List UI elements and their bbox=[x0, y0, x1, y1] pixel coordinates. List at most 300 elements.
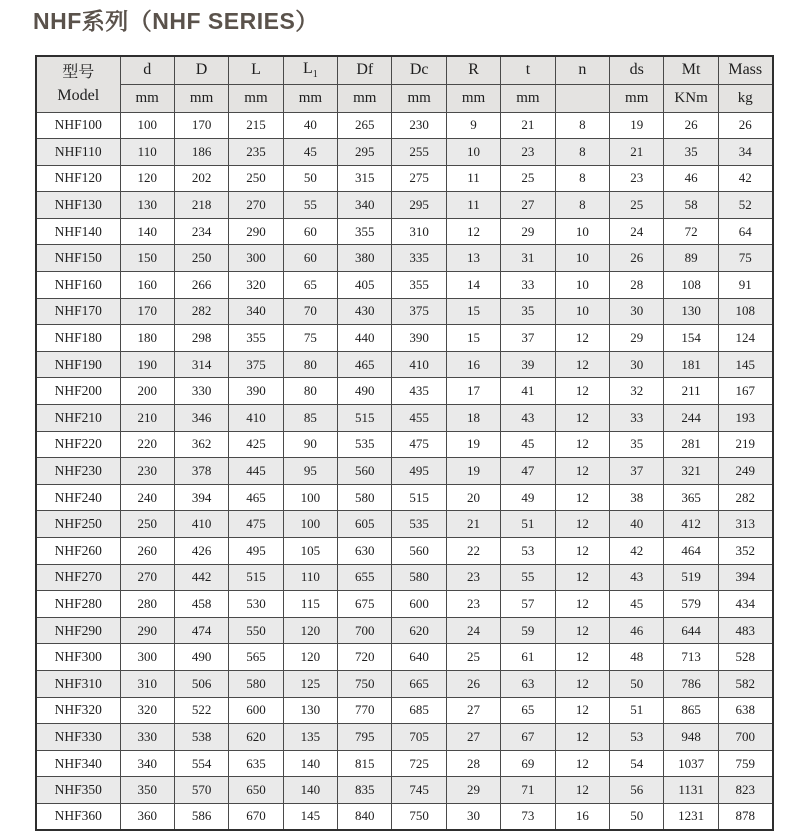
value-cell: 39 bbox=[501, 351, 555, 378]
table-row bbox=[36, 272, 773, 299]
column-unit-mass: kg bbox=[718, 84, 772, 112]
model-cell: NHF210 bbox=[36, 405, 120, 432]
value-cell: 725 bbox=[392, 750, 446, 777]
value-cell: 110 bbox=[120, 139, 174, 166]
value-cell: 38 bbox=[610, 484, 664, 511]
value-cell: 28 bbox=[446, 750, 500, 777]
column-header-l: L bbox=[229, 56, 283, 84]
value-cell: 15 bbox=[446, 298, 500, 325]
value-cell: 12 bbox=[555, 538, 609, 565]
table-row bbox=[36, 325, 773, 352]
value-cell: 310 bbox=[120, 670, 174, 697]
value-cell: 265 bbox=[338, 112, 392, 139]
column-unit-d: mm bbox=[174, 84, 228, 112]
value-cell: 160 bbox=[120, 272, 174, 299]
value-cell: 560 bbox=[392, 538, 446, 565]
value-cell: 120 bbox=[283, 617, 337, 644]
value-cell: 10 bbox=[555, 218, 609, 245]
value-cell: 465 bbox=[229, 484, 283, 511]
value-cell: 12 bbox=[555, 777, 609, 804]
value-cell: 720 bbox=[338, 644, 392, 671]
value-cell: 215 bbox=[229, 112, 283, 139]
value-cell: 60 bbox=[283, 218, 337, 245]
value-cell: 135 bbox=[283, 724, 337, 751]
value-cell: 53 bbox=[610, 724, 664, 751]
value-cell: 410 bbox=[174, 511, 228, 538]
value-cell: 13 bbox=[446, 245, 500, 272]
value-cell: 10 bbox=[555, 298, 609, 325]
value-cell: 186 bbox=[174, 139, 228, 166]
value-cell: 27 bbox=[446, 697, 500, 724]
table-row bbox=[36, 298, 773, 325]
value-cell: 12 bbox=[555, 484, 609, 511]
value-cell: 108 bbox=[664, 272, 718, 299]
value-cell: 34 bbox=[718, 139, 772, 166]
value-cell: 154 bbox=[664, 325, 718, 352]
column-header-df: Df bbox=[338, 56, 392, 84]
value-cell: 19 bbox=[610, 112, 664, 139]
value-cell: 300 bbox=[120, 644, 174, 671]
model-cell: NHF290 bbox=[36, 617, 120, 644]
model-cell: NHF130 bbox=[36, 192, 120, 219]
column-unit-d: mm bbox=[120, 84, 174, 112]
value-cell: 14 bbox=[446, 272, 500, 299]
value-cell: 490 bbox=[174, 644, 228, 671]
value-cell: 181 bbox=[664, 351, 718, 378]
value-cell: 490 bbox=[338, 378, 392, 405]
value-cell: 346 bbox=[174, 405, 228, 432]
value-cell: 53 bbox=[501, 538, 555, 565]
value-cell: 23 bbox=[610, 165, 664, 192]
value-cell: 440 bbox=[338, 325, 392, 352]
value-cell: 230 bbox=[120, 458, 174, 485]
value-cell: 570 bbox=[174, 777, 228, 804]
value-cell: 260 bbox=[120, 538, 174, 565]
value-cell: 410 bbox=[392, 351, 446, 378]
value-cell: 37 bbox=[501, 325, 555, 352]
table-row bbox=[36, 165, 773, 192]
value-cell: 320 bbox=[120, 697, 174, 724]
value-cell: 579 bbox=[664, 591, 718, 618]
value-cell: 10 bbox=[446, 139, 500, 166]
value-cell: 405 bbox=[338, 272, 392, 299]
value-cell: 29 bbox=[446, 777, 500, 804]
value-cell: 1037 bbox=[664, 750, 718, 777]
value-cell: 515 bbox=[229, 564, 283, 591]
value-cell: 46 bbox=[664, 165, 718, 192]
value-cell: 49 bbox=[501, 484, 555, 511]
value-cell: 249 bbox=[718, 458, 772, 485]
value-cell: 475 bbox=[392, 431, 446, 458]
value-cell: 330 bbox=[120, 724, 174, 751]
value-cell: 8 bbox=[555, 112, 609, 139]
value-cell: 12 bbox=[555, 511, 609, 538]
value-cell: 35 bbox=[501, 298, 555, 325]
value-cell: 21 bbox=[610, 139, 664, 166]
value-cell: 315 bbox=[338, 165, 392, 192]
value-cell: 8 bbox=[555, 139, 609, 166]
value-cell: 350 bbox=[120, 777, 174, 804]
value-cell: 12 bbox=[555, 617, 609, 644]
column-header-mass: Mass bbox=[718, 56, 772, 84]
value-cell: 12 bbox=[555, 431, 609, 458]
value-cell: 560 bbox=[338, 458, 392, 485]
value-cell: 600 bbox=[229, 697, 283, 724]
value-cell: 815 bbox=[338, 750, 392, 777]
value-cell: 26 bbox=[718, 112, 772, 139]
table-row bbox=[36, 192, 773, 219]
value-cell: 21 bbox=[446, 511, 500, 538]
value-cell: 12 bbox=[555, 564, 609, 591]
value-cell: 12 bbox=[555, 378, 609, 405]
value-cell: 80 bbox=[283, 378, 337, 405]
value-cell: 67 bbox=[501, 724, 555, 751]
value-cell: 375 bbox=[392, 298, 446, 325]
value-cell: 20 bbox=[446, 484, 500, 511]
column-header-d: d bbox=[120, 56, 174, 84]
value-cell: 17 bbox=[446, 378, 500, 405]
value-cell: 8 bbox=[555, 165, 609, 192]
value-cell: 145 bbox=[283, 803, 337, 830]
value-cell: 948 bbox=[664, 724, 718, 751]
value-cell: 40 bbox=[610, 511, 664, 538]
value-cell: 65 bbox=[283, 272, 337, 299]
value-cell: 50 bbox=[610, 803, 664, 830]
value-cell: 705 bbox=[392, 724, 446, 751]
value-cell: 360 bbox=[120, 803, 174, 830]
value-cell: 620 bbox=[392, 617, 446, 644]
column-header-dc: Dc bbox=[392, 56, 446, 84]
value-cell: 75 bbox=[283, 325, 337, 352]
value-cell: 45 bbox=[283, 139, 337, 166]
value-cell: 750 bbox=[338, 670, 392, 697]
value-cell: 115 bbox=[283, 591, 337, 618]
value-cell: 300 bbox=[229, 245, 283, 272]
column-header-t: t bbox=[501, 56, 555, 84]
model-header-cn: 型号 bbox=[62, 64, 95, 82]
value-cell: 211 bbox=[664, 378, 718, 405]
value-cell: 26 bbox=[664, 112, 718, 139]
model-cell: NHF170 bbox=[36, 298, 120, 325]
model-cell: NHF350 bbox=[36, 777, 120, 804]
value-cell: 554 bbox=[174, 750, 228, 777]
value-cell: 290 bbox=[120, 617, 174, 644]
value-cell: 12 bbox=[555, 405, 609, 432]
value-cell: 33 bbox=[501, 272, 555, 299]
value-cell: 394 bbox=[174, 484, 228, 511]
value-cell: 435 bbox=[392, 378, 446, 405]
model-cell: NHF360 bbox=[36, 803, 120, 830]
header-units-row bbox=[36, 84, 773, 112]
value-cell: 352 bbox=[718, 538, 772, 565]
value-cell: 16 bbox=[446, 351, 500, 378]
value-cell: 27 bbox=[501, 192, 555, 219]
value-cell: 535 bbox=[392, 511, 446, 538]
value-cell: 412 bbox=[664, 511, 718, 538]
value-cell: 295 bbox=[392, 192, 446, 219]
value-cell: 250 bbox=[174, 245, 228, 272]
value-cell: 63 bbox=[501, 670, 555, 697]
table-row bbox=[36, 777, 773, 804]
value-cell: 770 bbox=[338, 697, 392, 724]
value-cell: 59 bbox=[501, 617, 555, 644]
value-cell: 390 bbox=[392, 325, 446, 352]
value-cell: 40 bbox=[283, 112, 337, 139]
value-cell: 330 bbox=[174, 378, 228, 405]
value-cell: 200 bbox=[120, 378, 174, 405]
model-cell: NHF100 bbox=[36, 112, 120, 139]
table-row bbox=[36, 112, 773, 139]
table-body bbox=[36, 112, 773, 830]
value-cell: 219 bbox=[718, 431, 772, 458]
value-cell: 12 bbox=[555, 351, 609, 378]
model-cell: NHF140 bbox=[36, 218, 120, 245]
value-cell: 10 bbox=[555, 245, 609, 272]
value-cell: 11 bbox=[446, 192, 500, 219]
column-unit-dc: mm bbox=[392, 84, 446, 112]
value-cell: 234 bbox=[174, 218, 228, 245]
value-cell: 167 bbox=[718, 378, 772, 405]
value-cell: 835 bbox=[338, 777, 392, 804]
value-cell: 759 bbox=[718, 750, 772, 777]
value-cell: 458 bbox=[174, 591, 228, 618]
model-cell: NHF240 bbox=[36, 484, 120, 511]
value-cell: 314 bbox=[174, 351, 228, 378]
value-cell: 124 bbox=[718, 325, 772, 352]
value-cell: 64 bbox=[718, 218, 772, 245]
value-cell: 620 bbox=[229, 724, 283, 751]
value-cell: 12 bbox=[555, 325, 609, 352]
model-cell: NHF200 bbox=[36, 378, 120, 405]
value-cell: 45 bbox=[610, 591, 664, 618]
model-cell: NHF270 bbox=[36, 564, 120, 591]
value-cell: 16 bbox=[555, 803, 609, 830]
value-cell: 655 bbox=[338, 564, 392, 591]
value-cell: 394 bbox=[718, 564, 772, 591]
value-cell: 33 bbox=[610, 405, 664, 432]
value-cell: 270 bbox=[229, 192, 283, 219]
value-cell: 280 bbox=[120, 591, 174, 618]
value-cell: 56 bbox=[610, 777, 664, 804]
value-cell: 70 bbox=[283, 298, 337, 325]
value-cell: 48 bbox=[610, 644, 664, 671]
value-cell: 110 bbox=[283, 564, 337, 591]
value-cell: 605 bbox=[338, 511, 392, 538]
value-cell: 43 bbox=[501, 405, 555, 432]
table-row bbox=[36, 670, 773, 697]
value-cell: 474 bbox=[174, 617, 228, 644]
value-cell: 1131 bbox=[664, 777, 718, 804]
table-row bbox=[36, 378, 773, 405]
value-cell: 80 bbox=[283, 351, 337, 378]
value-cell: 335 bbox=[392, 245, 446, 272]
value-cell: 24 bbox=[610, 218, 664, 245]
value-cell: 665 bbox=[392, 670, 446, 697]
value-cell: 140 bbox=[283, 777, 337, 804]
value-cell: 795 bbox=[338, 724, 392, 751]
value-cell: 12 bbox=[555, 750, 609, 777]
value-cell: 55 bbox=[501, 564, 555, 591]
value-cell: 29 bbox=[501, 218, 555, 245]
value-cell: 140 bbox=[283, 750, 337, 777]
value-cell: 52 bbox=[718, 192, 772, 219]
value-cell: 12 bbox=[555, 644, 609, 671]
value-cell: 580 bbox=[229, 670, 283, 697]
value-cell: 295 bbox=[338, 139, 392, 166]
value-cell: 528 bbox=[718, 644, 772, 671]
value-cell: 355 bbox=[338, 218, 392, 245]
value-cell: 54 bbox=[610, 750, 664, 777]
value-cell: 69 bbox=[501, 750, 555, 777]
value-cell: 650 bbox=[229, 777, 283, 804]
value-cell: 250 bbox=[120, 511, 174, 538]
value-cell: 823 bbox=[718, 777, 772, 804]
value-cell: 30 bbox=[446, 803, 500, 830]
table-row bbox=[36, 617, 773, 644]
value-cell: 380 bbox=[338, 245, 392, 272]
value-cell: 23 bbox=[501, 139, 555, 166]
table-row bbox=[36, 458, 773, 485]
model-cell: NHF250 bbox=[36, 511, 120, 538]
value-cell: 37 bbox=[610, 458, 664, 485]
value-cell: 515 bbox=[338, 405, 392, 432]
value-cell: 535 bbox=[338, 431, 392, 458]
value-cell: 145 bbox=[718, 351, 772, 378]
value-cell: 298 bbox=[174, 325, 228, 352]
value-cell: 685 bbox=[392, 697, 446, 724]
table-row bbox=[36, 697, 773, 724]
value-cell: 580 bbox=[338, 484, 392, 511]
table-row bbox=[36, 139, 773, 166]
value-cell: 19 bbox=[446, 458, 500, 485]
value-cell: 582 bbox=[718, 670, 772, 697]
value-cell: 12 bbox=[555, 697, 609, 724]
value-cell: 18 bbox=[446, 405, 500, 432]
value-cell: 51 bbox=[610, 697, 664, 724]
value-cell: 91 bbox=[718, 272, 772, 299]
model-cell: NHF320 bbox=[36, 697, 120, 724]
value-cell: 865 bbox=[664, 697, 718, 724]
nhf-spec-table bbox=[35, 55, 774, 831]
model-cell: NHF110 bbox=[36, 139, 120, 166]
value-cell: 170 bbox=[174, 112, 228, 139]
value-cell: 105 bbox=[283, 538, 337, 565]
value-cell: 506 bbox=[174, 670, 228, 697]
value-cell: 220 bbox=[120, 431, 174, 458]
value-cell: 630 bbox=[338, 538, 392, 565]
value-cell: 108 bbox=[718, 298, 772, 325]
table-row bbox=[36, 405, 773, 432]
value-cell: 55 bbox=[283, 192, 337, 219]
value-cell: 23 bbox=[446, 591, 500, 618]
value-cell: 125 bbox=[283, 670, 337, 697]
value-cell: 12 bbox=[555, 458, 609, 485]
value-cell: 495 bbox=[392, 458, 446, 485]
model-cell: NHF310 bbox=[36, 670, 120, 697]
value-cell: 89 bbox=[664, 245, 718, 272]
value-cell: 75 bbox=[718, 245, 772, 272]
table-row bbox=[36, 803, 773, 830]
value-cell: 410 bbox=[229, 405, 283, 432]
value-cell: 580 bbox=[392, 564, 446, 591]
value-cell: 140 bbox=[120, 218, 174, 245]
column-unit-ds: mm bbox=[610, 84, 664, 112]
value-cell: 42 bbox=[718, 165, 772, 192]
value-cell: 635 bbox=[229, 750, 283, 777]
value-cell: 600 bbox=[392, 591, 446, 618]
value-cell: 29 bbox=[610, 325, 664, 352]
value-cell: 202 bbox=[174, 165, 228, 192]
value-cell: 35 bbox=[610, 431, 664, 458]
value-cell: 30 bbox=[610, 298, 664, 325]
value-cell: 45 bbox=[501, 431, 555, 458]
column-unit-df: mm bbox=[338, 84, 392, 112]
value-cell: 100 bbox=[283, 484, 337, 511]
value-cell: 32 bbox=[610, 378, 664, 405]
value-cell: 42 bbox=[610, 538, 664, 565]
value-cell: 640 bbox=[392, 644, 446, 671]
value-cell: 426 bbox=[174, 538, 228, 565]
column-header-mt: Mt bbox=[664, 56, 718, 84]
value-cell: 266 bbox=[174, 272, 228, 299]
column-unit-r: mm bbox=[446, 84, 500, 112]
value-cell: 60 bbox=[283, 245, 337, 272]
value-cell: 12 bbox=[446, 218, 500, 245]
value-cell: 321 bbox=[664, 458, 718, 485]
value-cell: 21 bbox=[501, 112, 555, 139]
value-cell: 340 bbox=[229, 298, 283, 325]
value-cell: 30 bbox=[610, 351, 664, 378]
value-cell: 442 bbox=[174, 564, 228, 591]
value-cell: 786 bbox=[664, 670, 718, 697]
table-header bbox=[36, 56, 773, 112]
column-header-r: R bbox=[446, 56, 500, 84]
value-cell: 95 bbox=[283, 458, 337, 485]
model-header-en: Model bbox=[57, 87, 100, 105]
value-cell: 281 bbox=[664, 431, 718, 458]
value-cell: 50 bbox=[283, 165, 337, 192]
value-cell: 46 bbox=[610, 617, 664, 644]
column-header-d: D bbox=[174, 56, 228, 84]
value-cell: 475 bbox=[229, 511, 283, 538]
page-title: NHF系列（NHF SERIES） bbox=[33, 8, 319, 34]
value-cell: 355 bbox=[229, 325, 283, 352]
value-cell: 244 bbox=[664, 405, 718, 432]
value-cell: 43 bbox=[610, 564, 664, 591]
value-cell: 150 bbox=[120, 245, 174, 272]
value-cell: 31 bbox=[501, 245, 555, 272]
model-cell: NHF260 bbox=[36, 538, 120, 565]
model-cell: NHF340 bbox=[36, 750, 120, 777]
table-row bbox=[36, 245, 773, 272]
value-cell: 340 bbox=[120, 750, 174, 777]
value-cell: 25 bbox=[501, 165, 555, 192]
model-cell: NHF180 bbox=[36, 325, 120, 352]
value-cell: 270 bbox=[120, 564, 174, 591]
value-cell: 170 bbox=[120, 298, 174, 325]
table-row bbox=[36, 591, 773, 618]
model-cell: NHF230 bbox=[36, 458, 120, 485]
value-cell: 840 bbox=[338, 803, 392, 830]
value-cell: 65 bbox=[501, 697, 555, 724]
value-cell: 130 bbox=[120, 192, 174, 219]
value-cell: 586 bbox=[174, 803, 228, 830]
value-cell: 320 bbox=[229, 272, 283, 299]
value-cell: 130 bbox=[664, 298, 718, 325]
value-cell: 365 bbox=[664, 484, 718, 511]
value-cell: 522 bbox=[174, 697, 228, 724]
value-cell: 24 bbox=[446, 617, 500, 644]
